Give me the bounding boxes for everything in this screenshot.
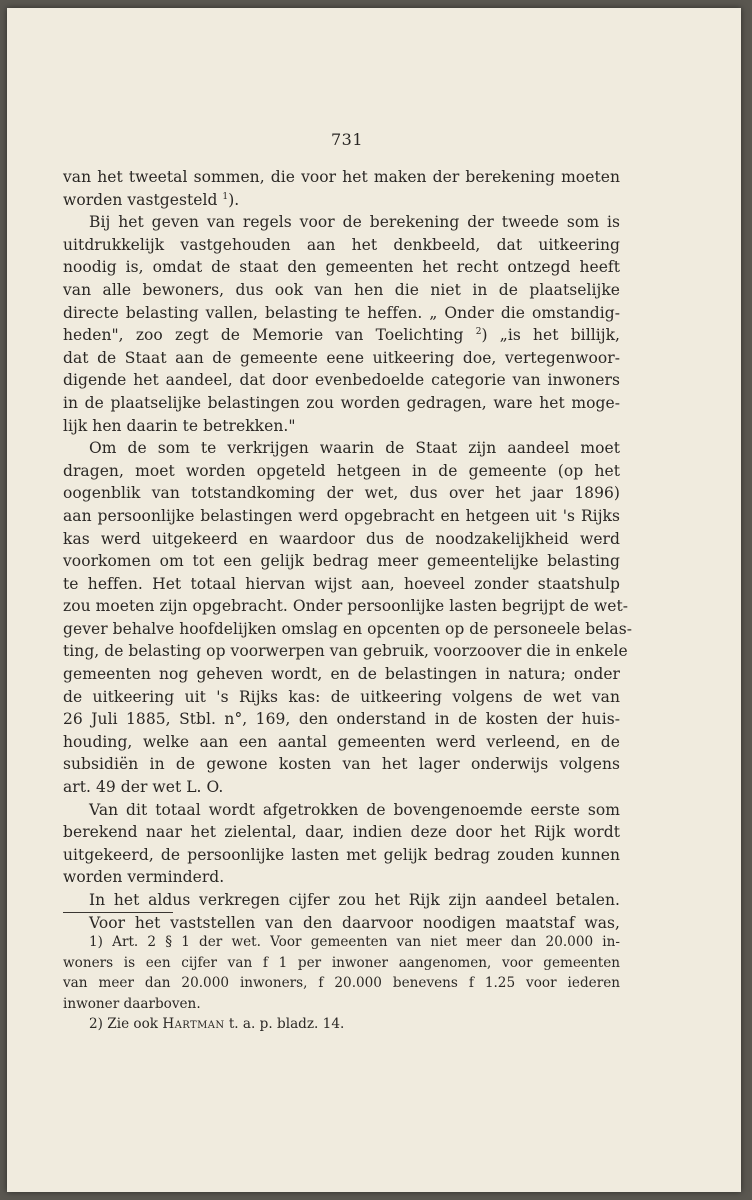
text-line-part: worden vastgesteld xyxy=(63,190,218,209)
text-line-part: heden", zoo zegt de Memorie van Toelichting xyxy=(63,326,464,345)
text-line: ting, de belasting op voorwerpen van gebruik, voorzoover die in enkele xyxy=(63,642,628,661)
text-line: art. 49 der wet L. O. xyxy=(63,778,224,797)
text-line: te heffen. Het totaal hiervan wijst aan, hoeveel zonder staatshulp xyxy=(63,574,620,593)
text-line: zou moeten zijn opgebracht. Onder persoonlijke lasten begrijpt de wet- xyxy=(63,597,629,616)
footnote-2-prefix: 2) Zie ook xyxy=(89,1016,159,1032)
text-line: uitdrukkelijk vastgehouden aan het denkbeeld, dat uitkeering xyxy=(63,235,620,254)
text-line: voorkomen om tot een gelijk bedrag meer gemeentelijke belasting xyxy=(63,552,620,571)
text-line xyxy=(63,189,620,212)
text-line: in de plaatselijke belastingen zou worden gedragen, ware het moge- xyxy=(63,393,620,412)
book-page xyxy=(7,8,741,1192)
footnotes xyxy=(63,932,620,1035)
text-line: noodig is, omdat de staat den gemeenten het recht ontzegd heeft xyxy=(63,258,620,277)
footnote-divider xyxy=(63,912,173,913)
text-line: subsidiën in de gewone kosten van het lager onderwijs volgens xyxy=(63,755,620,774)
text-line: de uitkeering uit 's Rijks kas: de uitkeering volgens de wet van xyxy=(63,687,620,706)
text-line: In het aldus verkregen cijfer zou het Rijk zijn aandeel betalen. xyxy=(89,891,620,909)
text-line: oogenblik van totstandkoming der wet, dus over het jaar 1896) xyxy=(63,484,620,503)
text-line: kas werd uitgekeerd en waardoor dus de noodzakelijkheid werd xyxy=(63,529,620,548)
footnote-1-line: inwoner daarboven. xyxy=(63,995,201,1012)
text-line: Bij het geven van regels voor de berekening der tweede som is xyxy=(89,213,620,232)
text-line: berekend naar het zielental, daar, indien deze door het Rijk wordt xyxy=(63,823,620,842)
main-text xyxy=(63,166,632,934)
footnote-2-suffix: t. a. p. bladz. 14. xyxy=(228,1016,345,1032)
text-line: Voor het vaststellen van den daarvoor noodigen maatstaf was, xyxy=(89,913,620,932)
text-line-part: ) „is het billijk, xyxy=(481,326,620,345)
footnote-ref-2: 2 xyxy=(475,327,482,338)
footnote-1-line: van meer dan 20.000 inwoners, f 20.000 benevens f 1.25 voor iederen xyxy=(63,975,620,991)
text-line: lijk hen daarin te betrekken." xyxy=(63,416,296,435)
footnote-ref-1: 1 xyxy=(222,191,229,202)
text-line: van alle bewoners, dus ook van hen die niet in de plaatselijke xyxy=(63,280,620,299)
text-line: worden verminderd. xyxy=(63,868,225,887)
text-line: uitgekeerd, de persoonlijke lasten met gelijk bedrag zouden kunnen xyxy=(63,845,620,864)
text-line: gever behalve hoofdelijken omslag en opcenten op de personeele belas- xyxy=(63,619,632,638)
text-line: digende het aandeel, dat door evenbedoelde categorie van inwoners xyxy=(63,371,620,390)
footnote-2-author: Hartman xyxy=(162,1016,225,1032)
footnote-2-line xyxy=(63,1014,620,1035)
text-line xyxy=(63,324,620,347)
text-line: houding, welke aan een aantal gemeenten werd verleend, en de xyxy=(63,732,620,751)
footnote-1-line: 1) Art. 2 § 1 der wet. Voor gemeenten van niet meer dan 20.000 in- xyxy=(89,934,620,950)
text-line: Van dit totaal wordt afgetrokken de bovengenoemde eerste som xyxy=(89,800,620,819)
text-line-part: ). xyxy=(228,190,240,209)
text-line: directe belasting vallen, belasting te heffen. „ Onder die omstandig- xyxy=(63,303,620,322)
page-number: 731 xyxy=(330,130,364,149)
text-line: gemeenten nog geheven wordt, en de belastingen in natura; onder xyxy=(63,665,620,684)
text-line: aan persoonlijke belastingen werd opgebracht en hetgeen uit 's Rijks xyxy=(63,506,620,525)
text-line: van het tweetal sommen, die voor het maken der berekening moeten xyxy=(63,168,620,186)
text-line: dat de Staat aan de gemeente eene uitkeering doe, vertegenwoor- xyxy=(63,348,620,367)
text-line: 26 Juli 1885, Stbl. n°, 169, den onderstand in de kosten der huis- xyxy=(63,710,620,729)
footnote-1-line: woners is een cijfer van f 1 per inwoner aangenomen, voor gemeenten xyxy=(63,954,620,971)
text-line: dragen, moet worden opgeteld hetgeen in de gemeente (op het xyxy=(63,461,620,480)
text-line: Om de som te verkrijgen waarin de Staat zijn aandeel moet xyxy=(89,439,620,458)
